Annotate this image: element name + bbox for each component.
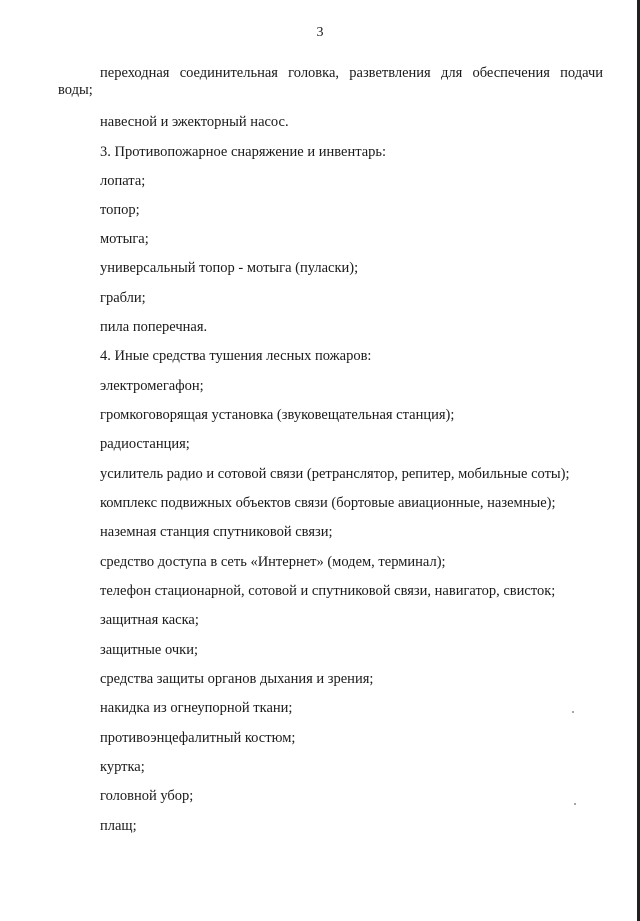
- list-item: грабли;: [100, 290, 146, 306]
- text-line: переходная соединительная головка, разветвления для обеспечения подачи: [100, 65, 603, 81]
- list-item: универсальный топор - мотыга (пуласки);: [100, 260, 359, 276]
- list-item: громкоговорящая установка (звуковещательная станция);: [100, 407, 455, 423]
- list-item: мотыга;: [100, 231, 149, 247]
- list-item: противоэнцефалитный костюм;: [100, 730, 296, 746]
- scan-speck: [572, 711, 574, 713]
- list-item: электромегафон;: [100, 378, 204, 394]
- list-item: головной убор;: [100, 788, 194, 804]
- list-item: радиостанция;: [100, 436, 190, 452]
- scan-speck: [574, 803, 576, 805]
- list-item: комплекс подвижных объектов связи (бортовые авиационные, наземные);: [100, 495, 556, 511]
- page-number: 3: [316, 25, 324, 40]
- list-item: наземная станция спутниковой связи;: [100, 524, 333, 540]
- list-item: лопата;: [100, 173, 146, 189]
- list-item: средства защиты органов дыхания и зрения;: [100, 671, 374, 687]
- list-item: куртка;: [100, 759, 145, 775]
- text-line: навесной и эжекторный насос.: [100, 114, 289, 130]
- text-line: воды;: [58, 82, 93, 98]
- list-item: пила поперечная.: [100, 319, 208, 335]
- list-item: защитные очки;: [100, 642, 198, 658]
- list-item: защитная каска;: [100, 612, 199, 628]
- section-heading: 3. Противопожарное снаряжение и инвентарь:: [100, 144, 387, 160]
- list-item: накидка из огнеупорной ткани;: [100, 700, 293, 716]
- list-item: средство доступа в сеть «Интернет» (модем, терминал);: [100, 554, 446, 570]
- list-item: усилитель радио и сотовой связи (ретранслятор, репитер, мобильные соты);: [100, 466, 570, 482]
- list-item: плащ;: [100, 818, 137, 834]
- list-item: топор;: [100, 202, 140, 218]
- list-item: телефон стационарной, сотовой и спутниковой связи, навигатор, свисток;: [100, 583, 556, 599]
- section-heading: 4. Иные средства тушения лесных пожаров:: [100, 348, 372, 364]
